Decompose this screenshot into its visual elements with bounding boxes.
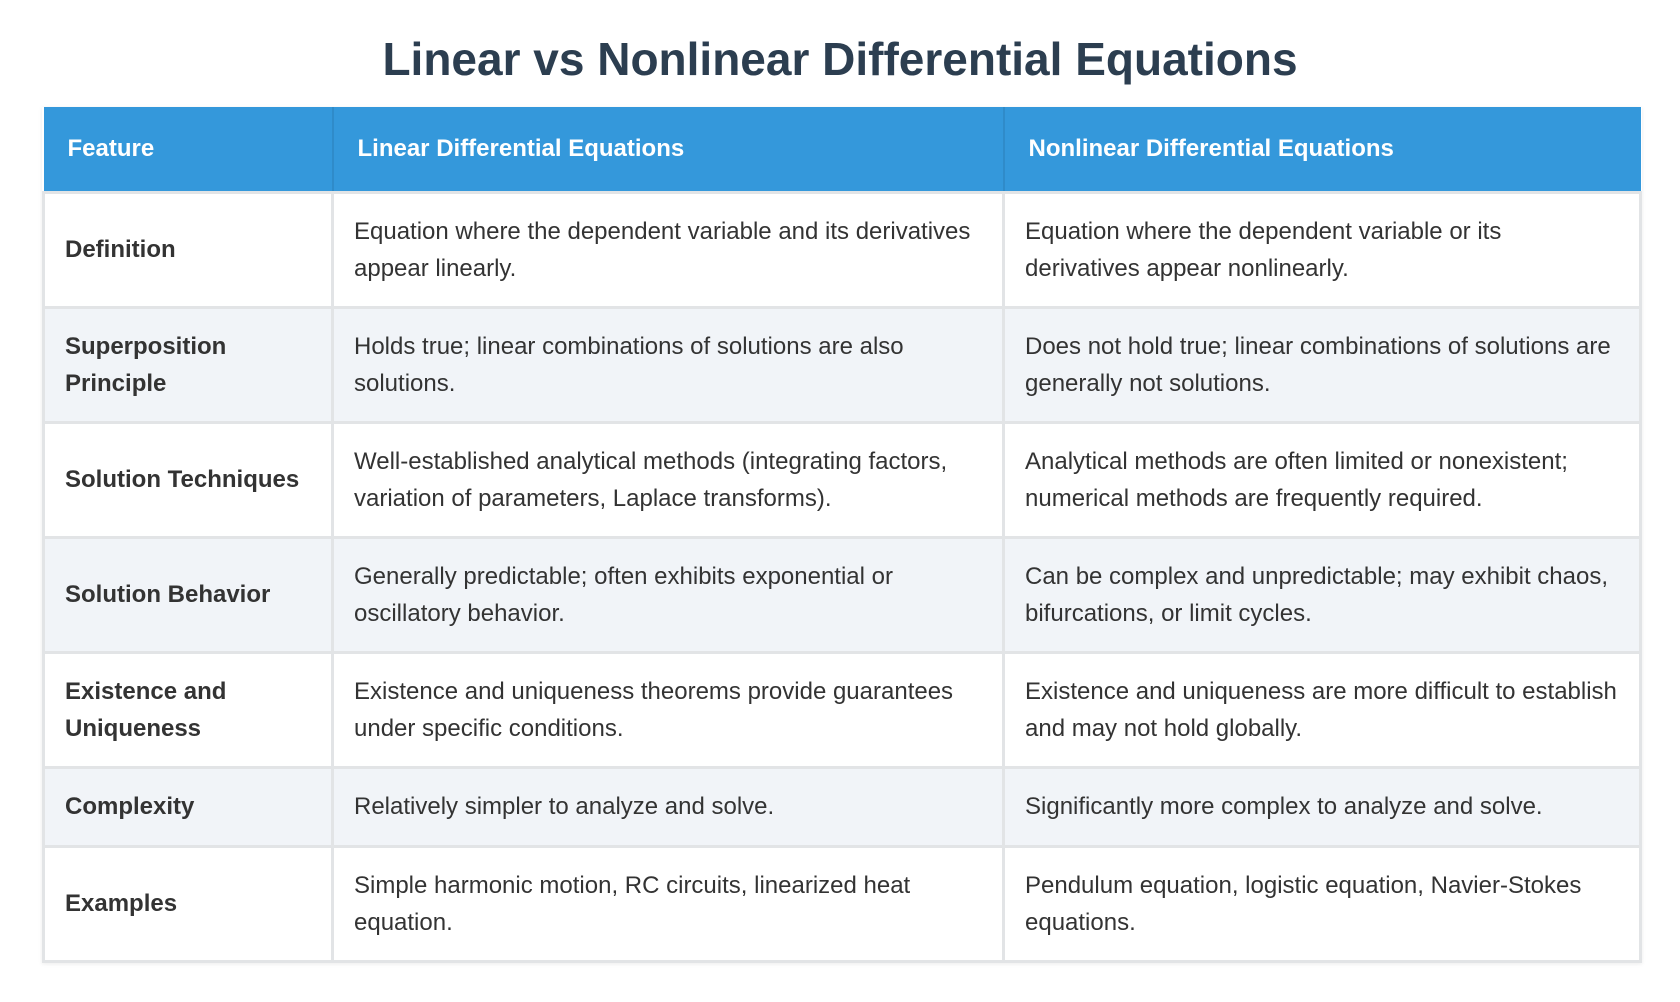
nonlinear-cell: Does not hold true; linear combinations of solutions are generally not solutions. (1004, 307, 1641, 422)
table-header (44, 107, 1641, 192)
table-body (44, 192, 1641, 961)
feature-cell: Definition (44, 192, 333, 307)
feature-cell: Complexity (44, 767, 333, 846)
table-row (44, 652, 1641, 767)
linear-cell: Equation where the dependent variable and its derivatives appear linearly. (333, 192, 1004, 307)
page-title: Linear vs Nonlinear Differential Equations (382, 33, 1298, 85)
feature-cell: Superposition Principle (44, 307, 333, 422)
comparison-table (42, 107, 1642, 963)
feature-cell: Examples (44, 846, 333, 961)
linear-cell: Holds true; linear combinations of solutions are also solutions. (333, 307, 1004, 422)
linear-cell: Well-established analytical methods (integrating factors, variation of parameters, Laplace transforms). (333, 422, 1004, 537)
linear-cell: Simple harmonic motion, RC circuits, linearized heat equation. (333, 846, 1004, 961)
feature-cell: Solution Techniques (44, 422, 333, 537)
nonlinear-cell: Equation where the dependent variable or its derivatives appear nonlinearly. (1004, 192, 1641, 307)
header-row (44, 107, 1641, 192)
table-row (44, 846, 1641, 961)
table-row (44, 192, 1641, 307)
linear-cell: Existence and uniqueness theorems provide guarantees under specific conditions. (333, 652, 1004, 767)
nonlinear-cell: Significantly more complex to analyze and solve. (1004, 767, 1641, 846)
feature-cell: Existence and Uniqueness (44, 652, 333, 767)
table-row (44, 537, 1641, 652)
table-row (44, 422, 1641, 537)
header-feature: Feature (44, 107, 333, 192)
table-row (44, 767, 1641, 846)
linear-cell: Generally predictable; often exhibits exponential or oscillatory behavior. (333, 537, 1004, 652)
nonlinear-cell: Pendulum equation, logistic equation, Navier-Stokes equations. (1004, 846, 1641, 961)
linear-cell: Relatively simpler to analyze and solve. (333, 767, 1004, 846)
feature-cell: Solution Behavior (44, 537, 333, 652)
nonlinear-cell: Can be complex and unpredictable; may exhibit chaos, bifurcations, or limit cycles. (1004, 537, 1641, 652)
table-row (44, 307, 1641, 422)
header-linear: Linear Differential Equations (333, 107, 1004, 192)
nonlinear-cell: Existence and uniqueness are more difficult to establish and may not hold globally. (1004, 652, 1641, 767)
nonlinear-cell: Analytical methods are often limited or nonexistent; numerical methods are frequently required. (1004, 422, 1641, 537)
header-nonlinear: Nonlinear Differential Equations (1004, 107, 1641, 192)
